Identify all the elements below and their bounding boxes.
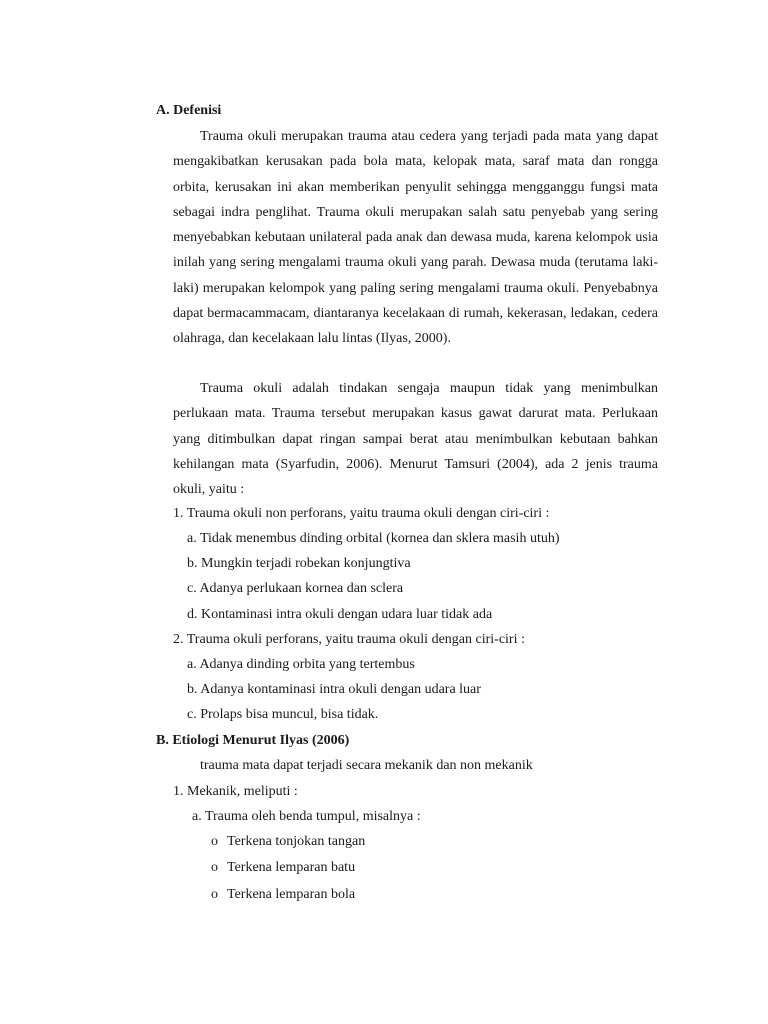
bullet-item [211, 860, 355, 876]
section-a-heading: A. Defenisi [156, 103, 222, 118]
bullet-text: Terkena lemparan bola [227, 887, 356, 902]
list-1-item-a: a. Tidak menembus dinding orbital (kornea dan sklera masih utuh) [187, 531, 560, 546]
list-2-item-b: b. Adanya kontaminasi intra okuli dengan udara luar [187, 682, 481, 697]
list-2-title: 2. Trauma okuli perforans, yaitu trauma okuli dengan ciri-ciri : [173, 632, 525, 647]
list-1-item-c: c. Adanya perlukaan kornea dan sclera [187, 581, 404, 596]
list-1-item-b: b. Mungkin terjadi robekan konjungtiva [187, 556, 411, 571]
section-b-intro: trauma mata dapat terjadi secara mekanik dan non mekanik [200, 758, 533, 773]
bullet-text: Terkena lemparan batu [227, 860, 356, 875]
section-a-paragraph-1: Trauma okuli merupakan trauma atau cedera yang terjadi pada mata yang dapat mengakibatkan kerusakan pada bola mata, kelopak mata, saraf mata dan rongga orbita, kerusakan ini akan memberikan penyulit sehingga mengganggu fungsi mata sebagai indra penglihat. Trauma okuli merupakan salah satu penyebab yang sering menyebabkan kebutaan unilateral pada anak dan dewasa muda, karena kelompok usia inilah yang sering mengalami trauma okuli yang parah. Dewasa muda (terutama laki-laki) merupakan kelompok yang paling sering mengalami trauma okuli. Penyebabnya dapat bermacammacam, diantaranya kecelakaan di rumah, kekerasan, ledakan, cedera olahraga, dan kecelakaan lalu lintas (Ilyas, 2000). [173, 129, 658, 347]
bullet-item [211, 887, 355, 903]
section-b-item-1: 1. Mekanik, meliputi : [173, 784, 298, 799]
bullet-marker: o [211, 860, 218, 875]
list-2-item-a: a. Adanya dinding orbita yang tertembus [187, 657, 415, 672]
list-2-item-c: c. Prolaps bisa muncul, bisa tidak. [187, 707, 379, 722]
section-b-heading: B. Etiologi Menurut Ilyas (2006) [156, 733, 350, 748]
bullet-marker: o [211, 834, 218, 849]
bullet-text: Terkena tonjokan tangan [227, 834, 366, 849]
list-1-title: 1. Trauma okuli non perforans, yaitu trauma okuli dengan ciri-ciri : [173, 506, 550, 521]
section-b-sub-a: a. Trauma oleh benda tumpul, misalnya : [192, 809, 421, 824]
list-1-item-d: d. Kontaminasi intra okuli dengan udara luar tidak ada [187, 607, 493, 622]
section-a-paragraph-2: Trauma okuli adalah tindakan sengaja maupun tidak yang menimbulkan perlukaan mata. Trauma tersebut merupakan kasus gawat darurat mata. Perlukaan yang ditimbulkan dapat ringan sampai berat atau menimbulkan kebutaan bahkan kehilangan mata (Syarfudin, 2006). Menurut Tamsuri (2004), ada 2 jenis trauma okuli, yaitu : [173, 381, 658, 498]
bullet-item [211, 834, 365, 850]
bullet-marker: o [211, 887, 218, 902]
